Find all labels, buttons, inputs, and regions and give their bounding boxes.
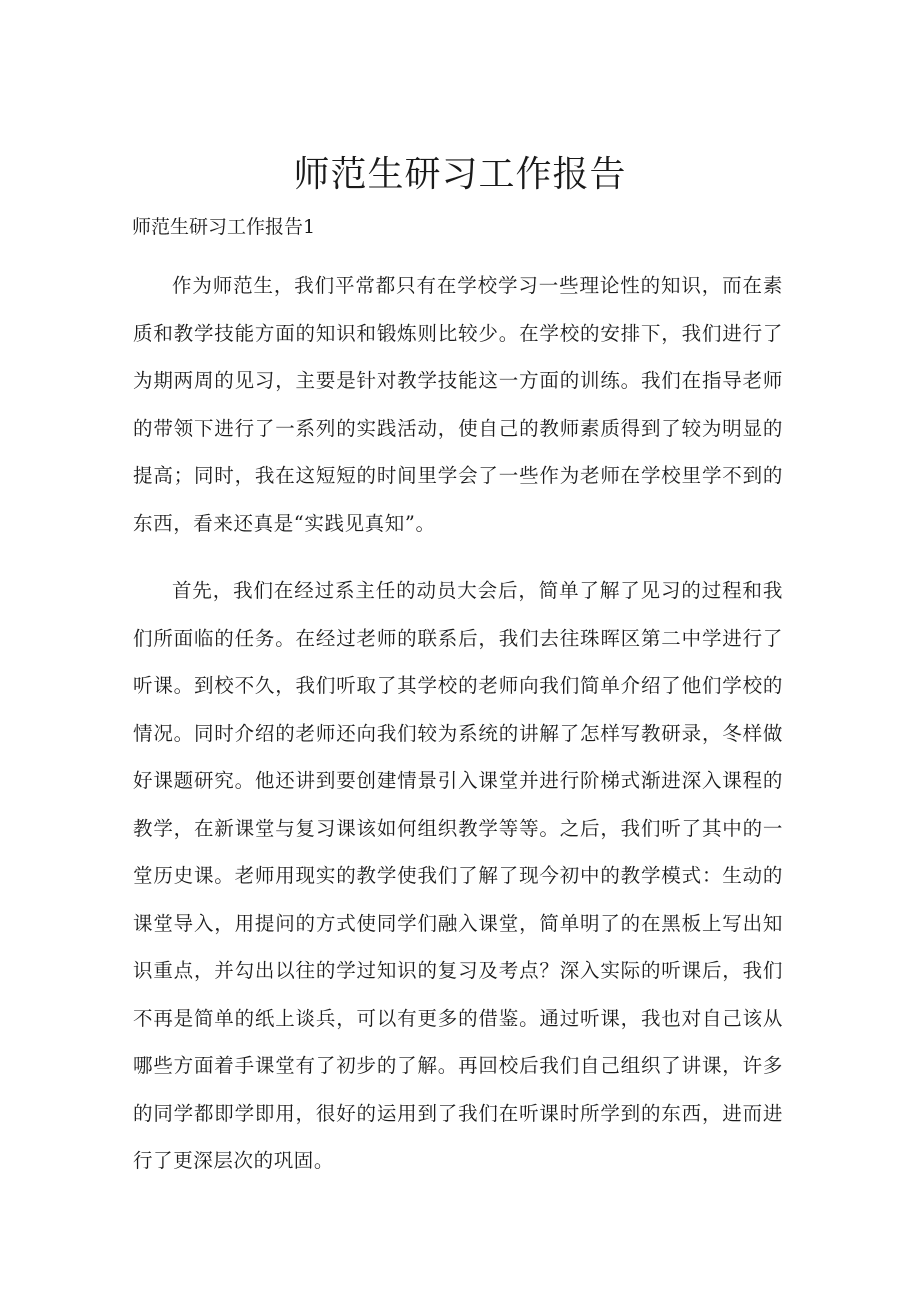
section-heading: 师范生研习工作报告1 — [132, 216, 316, 238]
body-paragraph: 首先，我们在经过系主任的动员大会后，简单了解了见习的过程和我们所面临的任务。在经过老师的联系后，我们去往珠晖区第二中学进行了听课。到校不久，我们听取了其学校的老师向我们简单介绍了他们学校的情况。同时介绍的老师还向我们较为系统的讲解了怎样写教研录，冬样做好课题研究。他还讲到要创建情景引入课堂并进行阶梯式渐进深入课程的教学，在新课堂与复习课该如何组织教学等等。之后，我们听了其中的一堂历史课。老师用现实的教学使我们了解了现今初中的教学模式：生动的课堂导入，用提问的方式使同学们融入课堂，简单明了的在黑板上写出知识重点，并勾出以往的学过知识的复习及考点？深入实际的听课后，我们不再是简单的纸上谈兵，可以有更多的借鉴。通过听课，我也对自己该从哪些方面着手课堂有了初步的了解。再回校后我们自己组织了讲课，许多的同学都即学即用，很好的运用到了我们在听课时所学到的东西，进而进行了更深层次的巩固。 — [133, 579, 783, 1172]
document-title: 师范生研习工作报告 — [293, 154, 627, 195]
body-paragraph: 作为师范生，我们平常都只有在学校学习一些理论性的知识，而在素质和教学技能方面的知识和锻炼则比较少。在学校的安排下，我们进行了为期两周的见习，主要是针对教学技能这一方面的训练。我们在指导老师的带领下进行了一系列的实践活动，使自己的教师素质得到了较为明显的提高；同时，我在这短短的时间里学会了一些作为老师在学校里学不到的东西，看来还真是“实践见真知”。 — [133, 274, 783, 535]
